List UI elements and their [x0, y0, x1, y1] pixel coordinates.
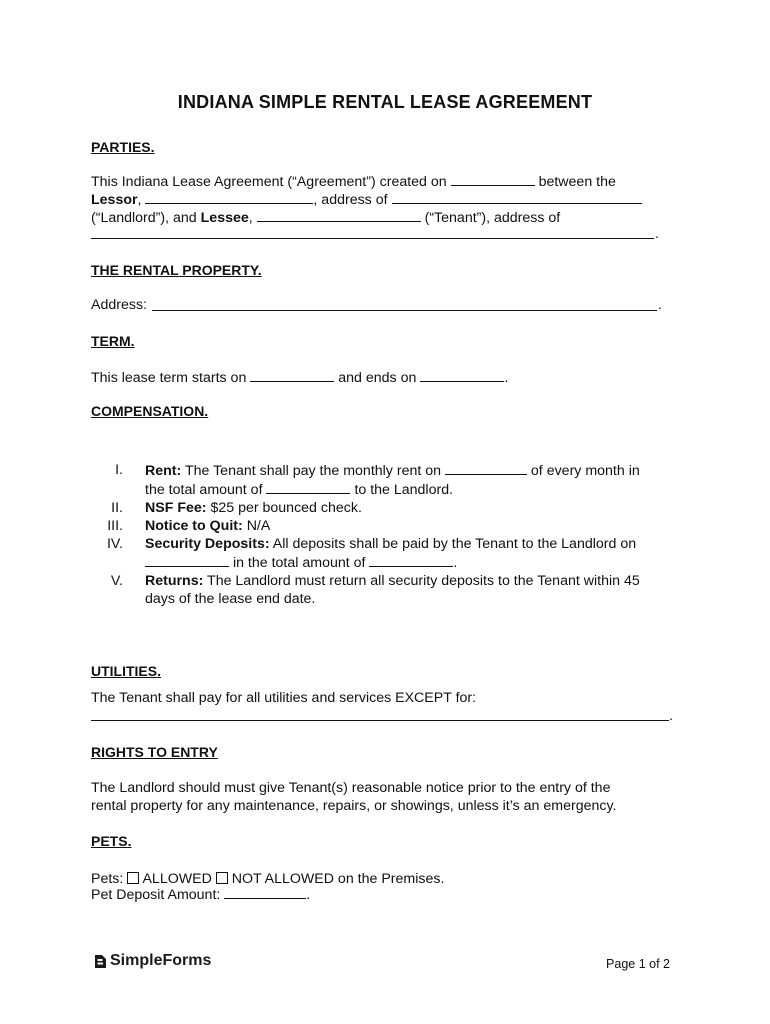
end-date-blank[interactable]	[420, 368, 504, 382]
pets-heading: PETS.	[91, 833, 132, 849]
pet-deposit-label: Pet Deposit Amount:	[91, 887, 221, 903]
pet-deposit-line: Pet Deposit Amount: .	[91, 887, 311, 903]
parties-text: , address of	[313, 192, 388, 208]
parties-line-3: (“Landlord”), and Lessee, (“Tenant”), address of	[91, 210, 561, 226]
item-label: Returns:	[145, 573, 204, 589]
not-allowed-label: NOT ALLOWED on the Premises.	[231, 871, 445, 887]
item-label: NSF Fee:	[145, 500, 207, 516]
item-text: of every month in	[530, 463, 640, 479]
lessor-label: Lessor	[91, 192, 138, 208]
utilities-heading: UTILITIES.	[91, 663, 162, 679]
list-number: III.	[107, 518, 123, 534]
list-item: IV. Security Deposits: All deposits shall be paid by the Tenant to the Landlord on in the total amount of .	[91, 535, 691, 572]
entry-line-1: The Landlord should must give Tenant(s) reasonable notice prior to the entry of the	[91, 780, 611, 796]
utilities-heading-text: UTILITIES	[91, 663, 158, 679]
rent-day-blank[interactable]	[445, 461, 527, 475]
parties-line-1	[91, 172, 616, 191]
allowed-label: ALLOWED	[142, 871, 212, 887]
pets-heading-text: PETS	[91, 833, 128, 849]
rental-property-heading: THE RENTAL PROPERTY.	[91, 262, 262, 278]
property-address-label: Address:	[91, 297, 147, 313]
pets-label: Pets:	[91, 871, 124, 887]
parties-text: between the	[538, 174, 616, 190]
allowed-checkbox[interactable]	[127, 872, 139, 884]
period: .	[669, 708, 673, 724]
item-text: All deposits shall be paid by the Tenant to the Landlord on	[272, 536, 637, 552]
term-text: and ends on	[338, 370, 417, 386]
list-number: I.	[115, 462, 123, 478]
deposit-amount-blank[interactable]	[369, 553, 453, 567]
item-label: Notice to Quit:	[145, 518, 243, 534]
term-line: This lease term starts on and ends on .	[91, 370, 509, 386]
not-allowed-checkbox[interactable]	[216, 872, 228, 884]
list-item	[91, 461, 691, 499]
period: .	[655, 226, 659, 242]
list-item	[91, 517, 691, 535]
item-text: in the total amount of	[232, 555, 366, 571]
lessor-name-blank[interactable]	[145, 190, 313, 204]
created-date-blank[interactable]	[451, 172, 535, 186]
parties-heading: PARTIES.	[91, 139, 155, 155]
parties-line-2: Lessor, , address of	[91, 190, 642, 209]
list-item	[91, 572, 691, 608]
item-text: The Tenant shall pay the monthly rent on	[184, 463, 442, 479]
deposit-date-blank[interactable]	[145, 553, 229, 567]
item-label: Rent:	[145, 463, 182, 479]
rights-to-entry-heading: RIGHTS TO ENTRY	[91, 744, 218, 760]
item-text: The Landlord must return all security deposits to the Tenant within 45	[207, 573, 640, 589]
entry-line-2: rental property for any maintenance, repairs, or showings, unless it’s an emergency.	[91, 798, 617, 814]
item-text: the total amount of	[145, 482, 263, 498]
parties-text: This Indiana Lease Agreement (“Agreement”) created on	[91, 174, 447, 190]
period: .	[658, 297, 662, 313]
lessee-label: Lessee	[200, 210, 249, 226]
item-text: N/A	[246, 518, 271, 534]
document-title: INDIANA SIMPLE RENTAL LEASE AGREEMENT	[177, 92, 593, 112]
term-heading: TERM.	[91, 333, 135, 349]
compensation-list	[91, 461, 691, 608]
simpleforms-logo	[94, 952, 211, 970]
lessee-address-blank[interactable]	[91, 238, 654, 239]
list-item	[91, 499, 691, 517]
start-date-blank[interactable]	[250, 368, 334, 382]
utilities-text: The Tenant shall pay for all utilities and services EXCEPT for:	[91, 690, 477, 706]
lessor-address-blank[interactable]	[392, 190, 642, 204]
compensation-heading: COMPENSATION.	[91, 403, 209, 419]
item-label: Security Deposits:	[145, 536, 270, 552]
list-number: IV.	[106, 536, 123, 552]
lessee-name-blank[interactable]	[257, 208, 421, 222]
document-icon	[94, 954, 106, 968]
item-text: $25 per bounced check.	[210, 500, 362, 516]
pet-deposit-blank[interactable]	[224, 885, 306, 899]
rent-amount-blank[interactable]	[266, 480, 350, 494]
item-text: to the Landlord.	[354, 482, 454, 498]
property-address-blank[interactable]	[152, 310, 657, 311]
list-number: II.	[111, 500, 123, 516]
brand-name: SimpleForms	[110, 952, 212, 969]
parties-text: (“Landlord”), and	[91, 210, 197, 226]
item-text: days of the lease end date.	[145, 591, 316, 607]
page-number: Page 1 of 2	[606, 957, 670, 971]
utilities-except-blank[interactable]	[91, 720, 669, 721]
parties-text: (“Tenant”), address of	[424, 210, 561, 226]
term-text: This lease term starts on	[91, 370, 247, 386]
list-number: V.	[110, 573, 123, 589]
